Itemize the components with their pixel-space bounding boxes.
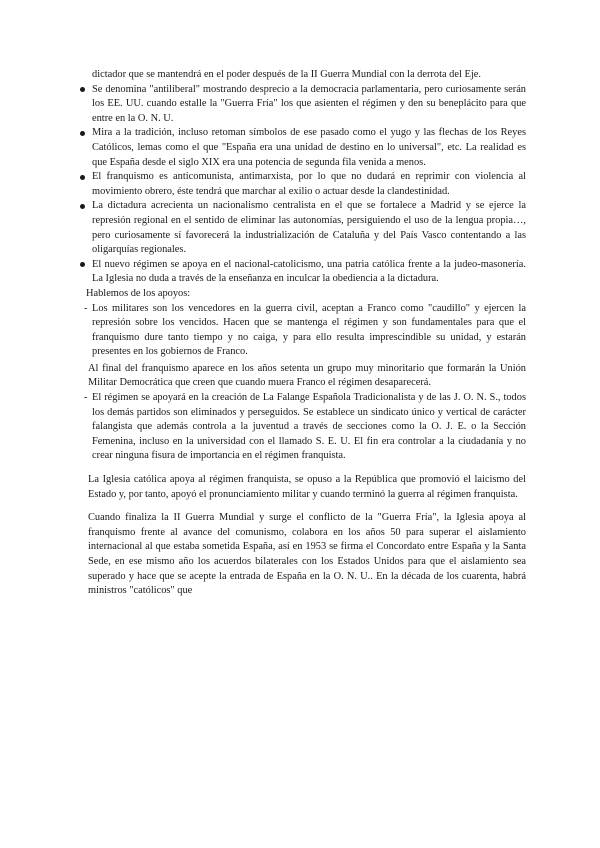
dash-marker: - [84,392,88,404]
document-body [84,68,526,599]
list-item [84,302,526,360]
list-item-text: Los militares son los vencedores en la guerra civil, aceptan a Franco como "caudillo" y ejercen la represión sobre los vencidos. Hacen que se mantenga el régimen y son fundamentales para que el franquismo dure tanto tiempo y no caiga, y para ello resulta imprescindible su unidad, y estarán presentes en los gobiernos de Franco. [92,302,526,358]
supports-list-military [84,302,526,360]
bullet-icon [80,204,85,209]
list-item-text: El nuevo régimen se apoya en el nacional-catolicismo, una patria católica frente a la judeo-masonería. La Iglesia no duda a través de la enseñanza en inculcar la obediencia a la dictadura. [92,258,526,285]
list-item [84,391,526,464]
cold-war-paragraph: Cuando finaliza la II Guerra Mundial y surge el conflicto de la "Guerra Fría", la Iglesia apoya al franquismo frente al avance del comunismo, colabora en los años 50 para superar el aislamiento internacional al que estaba sometida España, así en 1953 se firma el Concordato entre España y la Santa Sede, en ese mismo año los acuerdos bilaterales con los Estados Unidos para que el aislamiento sea superado y hace que se acepte la entrada de España en la O. N. U.. En la década de los cuarenta, habrá ministros "católicos" que [88,512,526,597]
bullet-icon [80,87,85,92]
list-item-text: Se denomina "antiliberal" mostrando desprecio a la democracia parlamentaria, pero curiosamente serán los EE. UU. cuando estalle la "Guerra Fría" los que asienten el régimen y den su beneplácito para que entre en la O. N. U. [92,83,526,124]
supports-intro: Hablemos de los apoyos: [86,287,191,299]
list-item [84,170,526,199]
bullet-icon [80,131,85,136]
list-item-text: Mira a la tradición, incluso retoman símbolos de ese pasado como el yugo y las flechas de los Reyes Católicos, lemas como el que "España era una unidad de destino en lo universal", etc. La realidad es que España desde el siglo XIX era una potencia de segunda fila venida a menos. [92,127,526,168]
church-paragraph: La Iglesia católica apoya al régimen franquista, se opuso a la República que promovió el laicismo del Estado y, por tanto, apoyó el pronunciamiento militar y cuando terminó la guerra al régimen franquista. [88,474,526,500]
list-item [84,126,526,170]
umd-paragraph: Al final del franquismo aparece en los años setenta un grupo muy minoritario que formarán la Unión Militar Democrática que creen que cuando muera Franco el régimen desaparecerá. [88,362,526,389]
list-item-text: El régimen se apoyará en la creación de La Falange Española Tradicionalista y de las J. O. N. S., todos los demás partidos son eliminados y perseguidos. Se establece un sindicato único y vertical de carácter falangista que además controla a la juventud a través de secciones como la O. J. E. o la Sección Femenina, incluso en la universidad con el llamado S. E. U. El fin era controlar a la ciudadanía y no crear ninguna fisura de importancia en el régimen franquista. [92,392,526,462]
continuation-paragraph: dictador que se mantendrá en el poder después de la II Guerra Mundial con la derrota del Eje. [92,69,481,80]
bullet-icon [80,262,85,267]
bullet-icon [80,175,85,180]
list-item-text: El franquismo es anticomunista, antimarxista, por lo que no dudará en reprimir con violencia al movimiento obrero, éste tendrá que marchar al exilio o actuar desde la clandestinidad. [92,171,526,197]
list-item [84,199,526,257]
dash-marker: - [84,302,88,314]
characteristics-list [84,83,526,287]
supports-list-falange [84,391,526,464]
list-item [84,258,526,287]
list-item-text: La dictadura acrecienta un nacionalismo centralista en el que se fortalece a Madrid y se ejerce la represión regional en el sentido de eliminar las autonomías, persiguiendo el uso de la lengua propia…, pero curiosamente sí favorecerá la industrialización de Cataluña y del País Vasco contentando a las oligarquías regionales. [92,200,526,256]
list-item [84,83,526,127]
